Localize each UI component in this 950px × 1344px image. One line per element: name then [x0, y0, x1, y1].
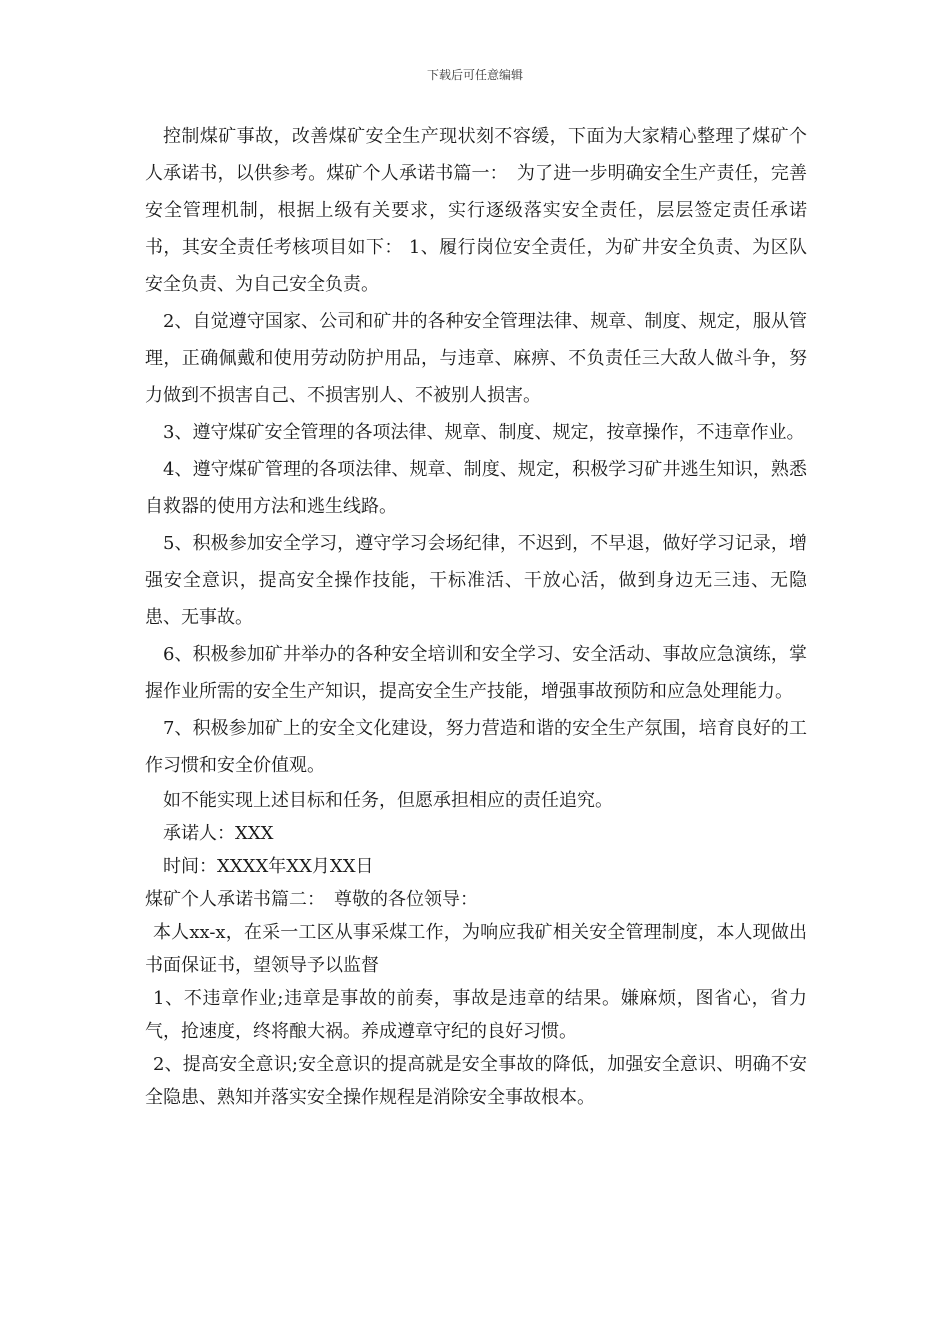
paragraph-item-7: 7、积极参加矿上的安全文化建设，努力营造和谐的安全生产氛围，培育良好的工作习惯和安全价值观。: [145, 718, 807, 776]
paragraph-item-5: 5、积极参加安全学习，遵守学习会场纪律，不迟到，不早退，做好学习记录，增强安全意识，提高安全操作技能，干标准活、干放心活，做到身边无三违、无隐患、无事故。: [145, 533, 807, 628]
paragraph-item-2: 2、自觉遵守国家、公司和矿井的各种安全管理法律、规章、制度、规定，服从管理，正确佩戴和使用劳动防护用品，与违章、麻痹、不负责任三大敌人做斗争，努力做到不损害自己、不损害别人、不被别人损害。: [145, 311, 807, 406]
paragraph-pledge-item-2: 2、提高安全意识;安全意识的提高就是安全事故的降低，加强安全意识、明确不安全隐患、熟知并落实安全操作规程是消除安全事故根本。: [145, 1054, 807, 1108]
paragraph-pledge-item-1: 1、不违章作业;违章是事故的前奏，事故是违章的结果。嫌麻烦，图省心，省力气，抢速度，终将酿大祸。养成遵章守纪的良好习惯。: [145, 988, 807, 1042]
paragraph-pledge-intro: 本人xx-x，在采一工区从事采煤工作，为响应我矿相关安全管理制度，本人现做出书面保证书，望领导予以监督: [145, 922, 807, 976]
paragraph-liability: 如不能实现上述目标和任务，但愿承担相应的责任追究。: [163, 790, 613, 811]
signatory-line: 承诺人：XXX: [163, 823, 274, 844]
section-two-heading: 煤矿个人承诺书篇二： 尊敬的各位领导：: [145, 889, 478, 910]
date-line: 时间：XXXX年XX月XX日: [163, 856, 374, 877]
paragraph-item-3: 3、遵守煤矿安全管理的各项法律、规章、制度、规定，按章操作，不违章作业。: [163, 422, 805, 443]
paragraph-intro: 控制煤矿事故，改善煤矿安全生产现状刻不容缓，下面为大家精心整理了煤矿个人承诺书，以供参考。煤矿个人承诺书篇一： 为了进一步明确安全生产责任，完善安全管理机制，根据上级有关要求，实行逐级落实安全责任，层层签定责任承诺书，其安全责任考核项目如下： 1、履行岗位安全责任，为矿井安全负责、为区队安全负责、为自己安全负责。: [145, 126, 807, 295]
paragraph-item-4: 4、遵守煤矿管理的各项法律、规章、制度、规定，积极学习矿井逃生知识，熟悉自救器的使用方法和逃生线路。: [145, 459, 807, 517]
document-body: [145, 118, 807, 1114]
paragraph-item-6: 6、积极参加矿井举办的各种安全培训和安全学习、安全活动、事故应急演练，掌握作业所需的安全生产知识，提高安全生产技能，增强事故预防和应急处理能力。: [145, 644, 807, 702]
page-header-note: 下载后可任意编辑: [426, 68, 523, 82]
